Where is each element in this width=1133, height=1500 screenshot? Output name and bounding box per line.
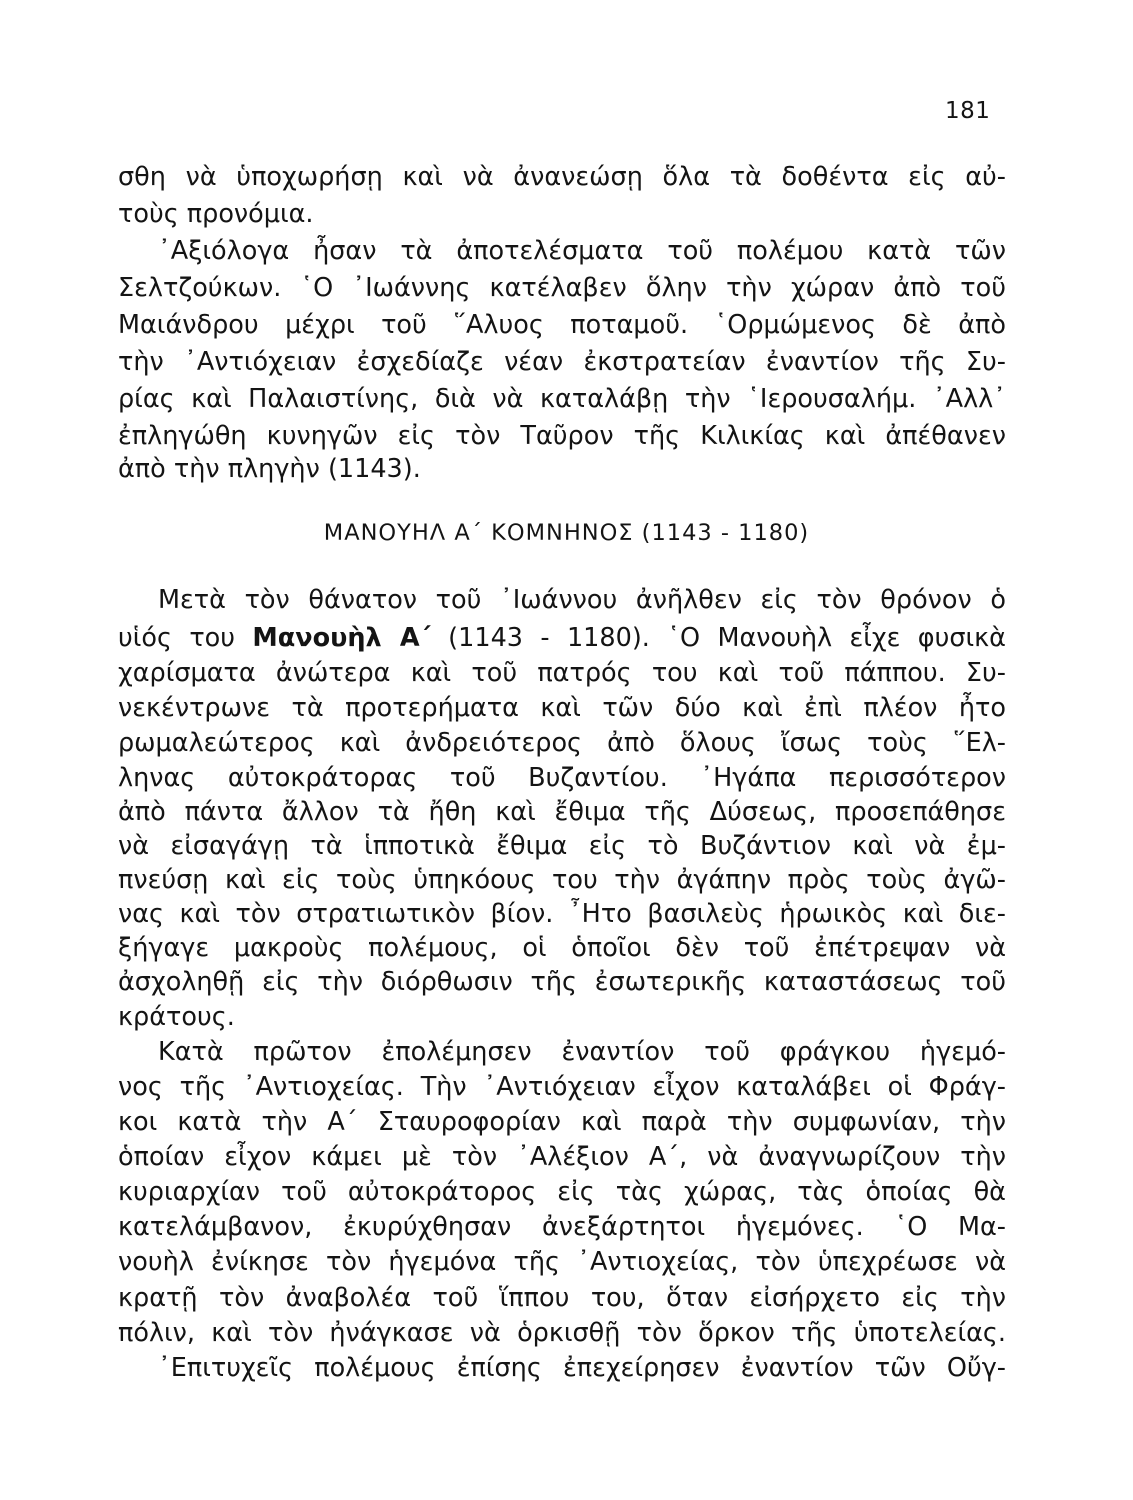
text-line: τοὺς προνόμια. (118, 199, 314, 229)
text-line: ἀπὸ τὴν πληγὴν (1143). (118, 454, 421, 484)
text-line: ρωμαλεώτερος καὶ ἀνδρειότερος ἀπὸ ὅλους ἴσως τοὺς ῞Ελ- (118, 728, 1006, 758)
text-line: ληνας αὐτοκράτορας τοῦ Βυζαντίου. ᾿Ηγάπα περισσότερον (118, 763, 1006, 793)
text-line: Σελτζούκων. ῾Ο ᾿Ιωάννης κατέλαβεν ὅλην τὴν χώραν ἀπὸ τοῦ (118, 273, 1006, 303)
text-line: κυριαρχίαν τοῦ αὐτοκράτορος εἰς τὰς χώρας, τὰς ὁποίας θὰ (118, 1177, 1006, 1207)
text-line (118, 621, 1006, 655)
text-line: πόλιν, καὶ τὸν ἠνάγκασε νὰ ὁρκισθῇ τὸν ὅρκον τῆς ὑποτελείας. (118, 1318, 1006, 1348)
text-line: νεκέντρωνε τὰ προτερήματα καὶ τῶν δύο καὶ ἐπὶ πλέον ἦτο (118, 693, 1006, 723)
text-line: χαρίσματα ἀνώτερα καὶ τοῦ πατρός του καὶ τοῦ πάππου. Συ- (118, 658, 1006, 688)
text-line: κράτους. (118, 1002, 235, 1032)
text-line: ξήγαγε μακροὺς πολέμους, οἱ ὁποῖοι δὲν τοῦ ἐπέτρεψαν νὰ (118, 933, 1006, 963)
text-span: υἱός του (118, 623, 253, 653)
text-line: Κατὰ πρῶτον ἐπολέμησεν ἐναντίον τοῦ φράγκου ἡγεμό- (158, 1037, 1006, 1067)
text-line: ᾿Αξιόλογα ἦσαν τὰ ἀποτελέσματα τοῦ πολέμου κατὰ τῶν (158, 236, 1006, 266)
text-line: ἐπληγώθη κυνηγῶν εἰς τὸν Ταῦρον τῆς Κιλικίας καὶ ἀπέθανεν (118, 421, 1006, 451)
text-line: νουὴλ ἐνίκησε τὸν ἡγεμόνα τῆς ᾿Αντιοχείας, τὸν ὑπεχρέωσε νὰ (118, 1247, 1006, 1277)
text-span: (1143 - 1180). ῾Ο Μανουὴλ εἶχε φυσικὰ (430, 623, 1006, 653)
text-line: σθη νὰ ὑποχωρήσῃ καὶ νὰ ἀνανεώσῃ ὅλα τὰ δοθέντα εἰς αὐ- (118, 162, 1006, 192)
text-line: κρατῇ τὸν ἀναβολέα τοῦ ἵππου του, ὅταν εἰσήρχετο εἰς τὴν (118, 1283, 1006, 1313)
text-line: Μαιάνδρου μέχρι τοῦ ῞Αλυος ποταμοῦ. ῾Ορμώμενος δὲ ἀπὸ (118, 310, 1006, 340)
text-line: ἀσχοληθῇ εἰς τὴν διόρθωσιν τῆς ἐσωτερικῆς καταστάσεως τοῦ (118, 967, 1006, 997)
section-heading: ΜΑΝΟΥΗΛ Α΄ ΚΟΜΝΗΝΟΣ (1143 - 1180) (323, 520, 810, 546)
text-line: ᾿Επιτυχεῖς πολέμους ἐπίσης ἐπεχείρησεν ἐναντίον τῶν Οὔγ- (158, 1353, 1006, 1383)
text-line: Μετὰ τὸν θάνατον τοῦ ᾿Ιωάννου ἀνῆλθεν εἰς τὸν θρόνον ὁ (158, 585, 1006, 615)
emperor-name: Μανουὴλ Α΄ (252, 623, 431, 653)
text-line: ὁποίαν εἶχον κάμει μὲ τὸν ᾿Αλέξιον Α΄, νὰ ἀναγνωρίζουν τὴν (118, 1142, 1006, 1172)
text-line: πνεύσῃ καὶ εἰς τοὺς ὑπηκόους του τὴν ἀγάπην πρὸς τοὺς ἀγῶ- (118, 865, 1006, 895)
text-line: κατελάμβανον, ἐκυρύχθησαν ἀνεξάρτητοι ἡγεμόνες. ῾Ο Μα- (118, 1212, 1006, 1242)
text-line: ρίας καὶ Παλαιστίνης, διὰ νὰ καταλάβῃ τὴν ῾Ιερουσαλήμ. ᾿Αλλ᾿ (118, 384, 1006, 414)
text-line: τὴν ᾿Αντιόχειαν ἐσχεδίαζε νέαν ἐκστρατείαν ἐναντίον τῆς Συ- (118, 347, 1006, 377)
text-line: νος τῆς ᾿Αντιοχείας. Τὴν ᾿Αντιόχειαν εἶχον καταλάβει οἱ Φράγ- (118, 1072, 1006, 1102)
text-line: νας καὶ τὸν στρατιωτικὸν βίον. ῏Ητο βασιλεὺς ἡρωικὸς καὶ διε- (118, 899, 1006, 929)
page-number: 181 (945, 98, 991, 124)
text-line: κοι κατὰ τὴν Α΄ Σταυροφορίαν καὶ παρὰ τὴν συμφωνίαν, τὴν (118, 1107, 1006, 1137)
text-line: ἀπὸ πάντα ἄλλον τὰ ἤθη καὶ ἔθιμα τῆς Δύσεως, προσεπάθησε (118, 797, 1006, 827)
text-line: νὰ εἰσαγάγῃ τὰ ἱπποτικὰ ἔθιμα εἰς τὸ Βυζάντιον καὶ νὰ ἐμ- (118, 831, 1006, 861)
